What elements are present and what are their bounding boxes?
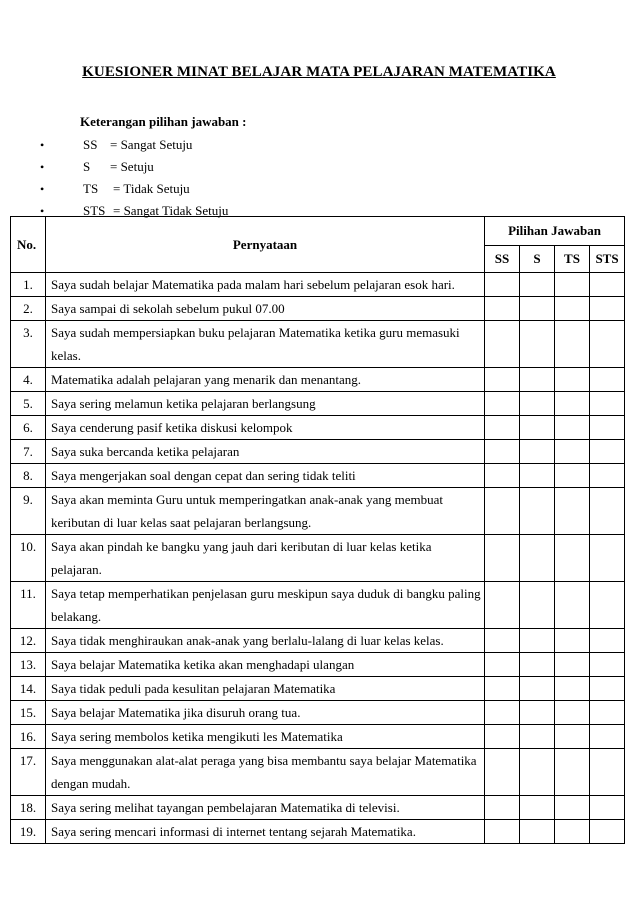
statement-text-continued: kelas. (51, 348, 81, 363)
answer-cell-ts[interactable] (555, 749, 590, 796)
statement-cell (46, 629, 485, 653)
answer-cell-ss[interactable] (485, 653, 520, 677)
column-header-statement: Pernyataan (46, 217, 485, 273)
answer-cell-sts[interactable] (590, 440, 625, 464)
answer-cell-s[interactable] (520, 701, 555, 725)
answer-cell-s[interactable] (520, 582, 555, 629)
answer-cell-s[interactable] (520, 677, 555, 701)
table-row (11, 820, 625, 844)
table-row (11, 368, 625, 392)
row-number: 6. (11, 416, 46, 440)
statement-cell (46, 796, 485, 820)
statement-text: Saya tidak menghiraukan anak-anak yang berlalu-lalang di luar kelas kelas. (51, 633, 444, 648)
statement-text: Saya sering melamun ketika pelajaran berlangsung (51, 396, 316, 411)
answer-cell-ss[interactable] (485, 273, 520, 297)
row-number: 8. (11, 464, 46, 488)
row-number: 3. (11, 321, 46, 368)
answer-cell-sts[interactable] (590, 796, 625, 820)
bullet-icon: • (40, 138, 45, 152)
answer-cell-s[interactable] (520, 535, 555, 582)
answer-cell-s[interactable] (520, 725, 555, 749)
answer-cell-ss[interactable] (485, 749, 520, 796)
answer-cell-ts[interactable] (555, 464, 590, 488)
legend-code: SS (83, 137, 98, 152)
statement-cell (46, 273, 485, 297)
row-number: 2. (11, 297, 46, 321)
statement-cell (46, 535, 485, 582)
legend-code: STS (83, 203, 106, 218)
table-row (11, 273, 625, 297)
table-row (11, 464, 625, 488)
answer-cell-ss[interactable] (485, 297, 520, 321)
document-title: KUESIONER MINAT BELAJAR MATA PELAJARAN MATEMATIKA (82, 64, 556, 80)
answer-cell-ss[interactable] (485, 416, 520, 440)
answer-cell-s[interactable] (520, 273, 555, 297)
legend-meaning: = Tidak Setuju (113, 181, 190, 196)
answer-cell-s[interactable] (520, 392, 555, 416)
answer-cell-s[interactable] (520, 416, 555, 440)
answer-cell-ts[interactable] (555, 582, 590, 629)
answer-cell-s[interactable] (520, 440, 555, 464)
row-number: 9. (11, 488, 46, 535)
answer-cell-sts[interactable] (590, 749, 625, 796)
table-row (11, 725, 625, 749)
statement-cell (46, 321, 485, 368)
answer-cell-sts[interactable] (590, 677, 625, 701)
table-row (11, 629, 625, 653)
answer-cell-s[interactable] (520, 368, 555, 392)
answer-cell-ts[interactable] (555, 321, 590, 368)
legend-meaning: = Sangat Setuju (110, 137, 193, 152)
row-number: 4. (11, 368, 46, 392)
answer-cell-sts[interactable] (590, 368, 625, 392)
table-row (11, 392, 625, 416)
answer-cell-ts[interactable] (555, 297, 590, 321)
answer-cell-ss[interactable] (485, 677, 520, 701)
answer-cell-sts[interactable] (590, 701, 625, 725)
row-number: 18. (11, 796, 46, 820)
row-number: 11. (11, 582, 46, 629)
statement-text: Saya sampai di sekolah sebelum pukul 07.00 (51, 301, 285, 316)
answer-cell-ts[interactable] (555, 368, 590, 392)
column-header-ss: SS (485, 246, 520, 273)
answer-cell-ts[interactable] (555, 535, 590, 582)
legend-meaning: = Sangat Tidak Setuju (113, 203, 229, 218)
answer-cell-s[interactable] (520, 653, 555, 677)
statement-text: Saya menggunakan alat-alat peraga yang bisa membantu saya belajar Matematika (51, 753, 477, 768)
answer-cell-s[interactable] (520, 488, 555, 535)
statement-cell (46, 701, 485, 725)
answer-cell-ts[interactable] (555, 392, 590, 416)
answer-cell-sts[interactable] (590, 297, 625, 321)
answer-cell-s[interactable] (520, 796, 555, 820)
answer-cell-s[interactable] (520, 464, 555, 488)
table-row (11, 297, 625, 321)
answer-cell-s[interactable] (520, 321, 555, 368)
answer-cell-ss[interactable] (485, 464, 520, 488)
legend-code: TS (83, 181, 99, 196)
statement-text: Saya sering mencari informasi di internet tentang sejarah Matematika. (51, 824, 416, 839)
answer-cell-ts[interactable] (555, 440, 590, 464)
statement-text: Saya mengerjakan soal dengan cepat dan sering tidak teliti (51, 468, 356, 483)
answer-cell-ts[interactable] (555, 677, 590, 701)
statement-cell (46, 440, 485, 464)
statement-cell (46, 582, 485, 629)
answer-cell-ts[interactable] (555, 488, 590, 535)
answer-cell-sts[interactable] (590, 464, 625, 488)
answer-cell-ss[interactable] (485, 368, 520, 392)
bullet-icon: • (40, 182, 45, 196)
answer-cell-ss[interactable] (485, 535, 520, 582)
statement-text: Saya suka bercanda ketika pelajaran (51, 444, 240, 459)
table-row (11, 416, 625, 440)
answer-cell-ts[interactable] (555, 701, 590, 725)
column-header-sts: STS (590, 246, 625, 273)
answer-cell-sts[interactable] (590, 392, 625, 416)
questionnaire-body (11, 273, 625, 844)
answer-cell-ts[interactable] (555, 653, 590, 677)
answer-cell-ss[interactable] (485, 488, 520, 535)
row-number: 10. (11, 535, 46, 582)
answer-cell-ss[interactable] (485, 582, 520, 629)
table-row (11, 582, 625, 629)
column-header-s: S (520, 246, 555, 273)
answer-cell-ts[interactable] (555, 629, 590, 653)
row-number: 16. (11, 725, 46, 749)
statement-text-continued: dengan mudah. (51, 776, 131, 791)
statement-text: Saya sering melihat tayangan pembelajaran Matematika di televisi. (51, 800, 400, 815)
bullet-icon: • (40, 204, 45, 218)
answer-cell-ts[interactable] (555, 796, 590, 820)
row-number: 12. (11, 629, 46, 653)
statement-text: Saya sering membolos ketika mengikuti les Matematika (51, 729, 343, 744)
statement-cell (46, 297, 485, 321)
column-header-no: No. (11, 217, 46, 273)
answer-cell-sts[interactable] (590, 820, 625, 844)
answer-cell-ts[interactable] (555, 725, 590, 749)
statement-cell (46, 820, 485, 844)
statement-cell (46, 416, 485, 440)
answer-cell-sts[interactable] (590, 273, 625, 297)
column-header-ts: TS (555, 246, 590, 273)
statement-cell (46, 653, 485, 677)
statement-text: Saya akan meminta Guru untuk memperingatkan anak-anak yang membuat (51, 492, 444, 507)
statement-text: Saya tidak peduli pada kesulitan pelajaran Matematika (51, 681, 336, 696)
statement-text: Saya cenderung pasif ketika diskusi kelompok (51, 420, 293, 435)
answer-cell-ts[interactable] (555, 416, 590, 440)
statement-text: Saya belajar Matematika jika disuruh orang tua. (51, 705, 301, 720)
table-row (11, 653, 625, 677)
answer-cell-sts[interactable] (590, 416, 625, 440)
statement-cell (46, 392, 485, 416)
column-header-answer-group: Pilihan Jawaban (485, 217, 625, 246)
table-row (11, 677, 625, 701)
row-number: 17. (11, 749, 46, 796)
statement-cell (46, 725, 485, 749)
table-row (11, 488, 625, 535)
legend-code: S (83, 159, 91, 174)
bullet-icon: • (40, 160, 45, 174)
statement-text: Saya belajar Matematika ketika akan menghadapi ulangan (51, 657, 355, 672)
answer-cell-sts[interactable] (590, 535, 625, 582)
questionnaire-table (10, 216, 625, 844)
statement-text: Saya tetap memperhatikan penjelasan guru meskipun saya duduk di bangku paling (51, 586, 481, 601)
statement-text-continued: keributan di luar kelas saat pelajaran berlangsung. (51, 515, 312, 530)
statement-text: Saya sudah belajar Matematika pada malam hari sebelum pelajaran esok hari. (51, 277, 455, 292)
statement-text: Saya akan pindah ke bangku yang jauh dari keributan di luar kelas ketika (51, 539, 432, 554)
table-row (11, 701, 625, 725)
answer-cell-sts[interactable] (590, 725, 625, 749)
row-number: 1. (11, 273, 46, 297)
answer-cell-ts[interactable] (555, 273, 590, 297)
table-row (11, 535, 625, 582)
answer-cell-ss[interactable] (485, 701, 520, 725)
statement-cell (46, 749, 485, 796)
row-number: 7. (11, 440, 46, 464)
table-row (11, 796, 625, 820)
legend-heading: Keterangan pilihan jawaban : (80, 114, 247, 129)
answer-cell-ss[interactable] (485, 796, 520, 820)
row-number: 13. (11, 653, 46, 677)
answer-cell-s[interactable] (520, 820, 555, 844)
answer-cell-ss[interactable] (485, 440, 520, 464)
answer-cell-sts[interactable] (590, 321, 625, 368)
answer-cell-sts[interactable] (590, 653, 625, 677)
statement-cell (46, 677, 485, 701)
table-row (11, 321, 625, 368)
answer-cell-s[interactable] (520, 297, 555, 321)
table-row (11, 749, 625, 796)
row-number: 15. (11, 701, 46, 725)
answer-cell-ss[interactable] (485, 725, 520, 749)
statement-text: Saya sudah mempersiapkan buku pelajaran Matematika ketika guru memasuki (51, 325, 460, 340)
statement-cell (46, 464, 485, 488)
answer-cell-ss[interactable] (485, 392, 520, 416)
answer-cell-s[interactable] (520, 629, 555, 653)
answer-cell-ss[interactable] (485, 820, 520, 844)
statement-text-continued: belakang. (51, 609, 102, 624)
answer-cell-ss[interactable] (485, 629, 520, 653)
row-number: 5. (11, 392, 46, 416)
statement-text-continued: pelajaran. (51, 562, 102, 577)
answer-cell-sts[interactable] (590, 488, 625, 535)
table-row (11, 440, 625, 464)
row-number: 19. (11, 820, 46, 844)
statement-cell (46, 488, 485, 535)
legend-meaning: = Setuju (110, 159, 154, 174)
row-number: 14. (11, 677, 46, 701)
answer-cell-s[interactable] (520, 749, 555, 796)
answer-cell-ss[interactable] (485, 321, 520, 368)
answer-cell-sts[interactable] (590, 582, 625, 629)
statement-text: Matematika adalah pelajaran yang menarik dan menantang. (51, 372, 362, 387)
answer-cell-sts[interactable] (590, 629, 625, 653)
statement-cell (46, 368, 485, 392)
answer-cell-ts[interactable] (555, 820, 590, 844)
